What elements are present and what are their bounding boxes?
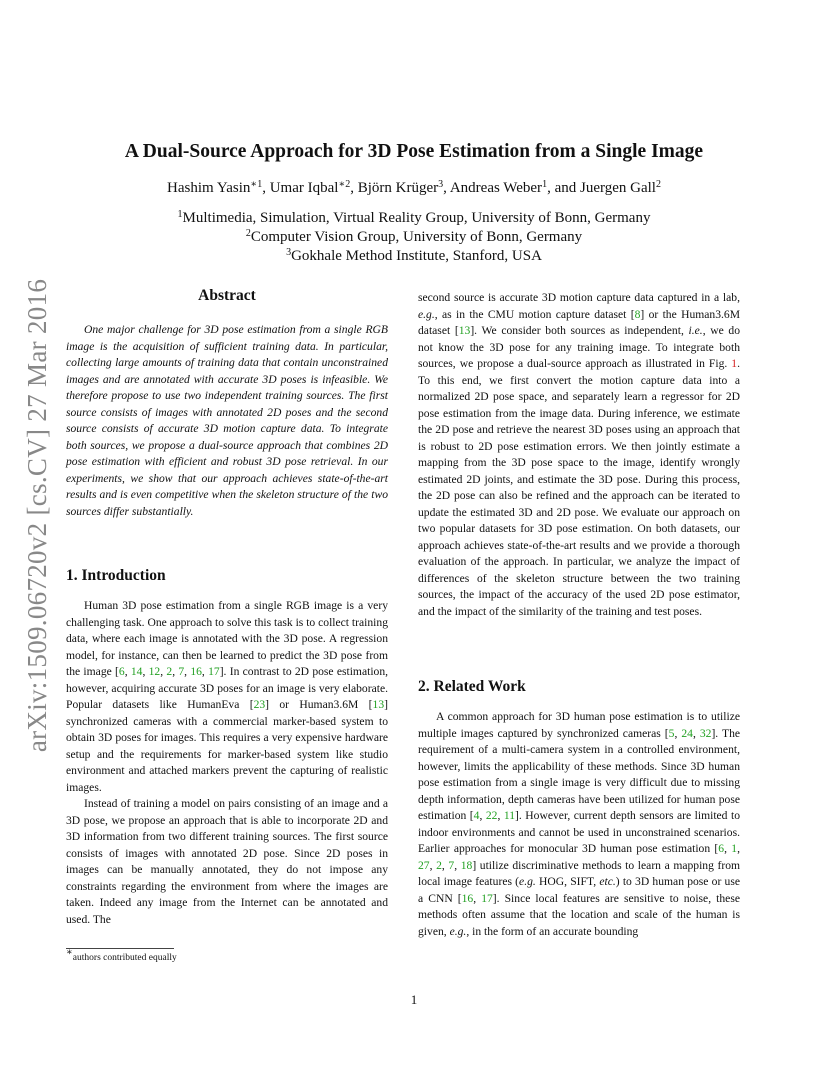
citation-link[interactable]: 22 xyxy=(485,809,498,822)
figure-link[interactable]: 1 xyxy=(731,357,738,370)
section-heading-related-work: 2. Related Work xyxy=(418,678,526,695)
affiliation xyxy=(0,210,828,227)
author: Umar Iqbal xyxy=(269,180,339,196)
citation-link[interactable]: 6 xyxy=(718,842,725,855)
citation-link[interactable]: 8 xyxy=(634,307,641,321)
footnote-mark: ∗ xyxy=(66,947,73,958)
affiliation-text: Computer Vision Group, University of Bonn, Germany xyxy=(250,229,583,245)
citation-link[interactable]: 2 xyxy=(436,858,442,872)
citation-link[interactable]: 5 xyxy=(668,726,675,740)
affiliation xyxy=(0,229,828,246)
author-list: Hashim Yasin$^{∗1}$, Umar Iqbal$^{∗2}$, Björn Krüger$^3$, Andreas Weber$^1$, and Juergen Gall$^2$ xyxy=(167,179,661,196)
related-work-body: A common approach for 3D human pose estimation is to utilize multiple images captured by synchronized cameras [5, 24, 32]. The requirement of a multi-camera system in a controlled environment, however, limits the applicability of these methods. Since 3D human pose estimation from a single image is very difficult due to missing depth information, depth cameras have been utilized for human pose estimation [4, 22, 11]. However, current depth sensors are limited to indoor environments and cannot be used in unconstrained scenarios. Earlier approaches for monocular 3D human pose estimation [6, 1, 27, 2, 7, 18] utilize discriminative methods to learn a mapping from local image features (e.g. HOG, SIFT, etc.) to 3D human pose or use a CNN [16, 17]. Since local features are sensitive to noise, these methods often assume that the location and scale of the human is given, e.g., in the form of an accurate bounding xyxy=(418,710,741,938)
footnote-text: authors contributed equally xyxy=(72,953,177,963)
citation-link[interactable]: 32 xyxy=(699,726,712,740)
citation-link[interactable]: 7 xyxy=(178,665,185,678)
page-number: 1 xyxy=(410,992,418,1007)
citation-link[interactable]: 16 xyxy=(190,665,202,678)
citation-link[interactable]: 11 xyxy=(503,809,516,822)
affiliation-text: Multimedia, Simulation, Virtual Reality Group, University of Bonn, Germany xyxy=(182,210,651,226)
section-heading-introduction: 1. Introduction xyxy=(66,567,166,584)
citation-link[interactable]: 1 xyxy=(731,842,738,855)
paper-title: A Dual-Source Approach for 3D Pose Estimation from a Single Image xyxy=(124,141,704,162)
paragraph: Human 3D pose estimation from a single RGB image is a very challenging task. One approach to solve this task is to collect training data, where each image is annotated with the 3D pose. A regression model, for instance, can then be learned to predict the 3D pose from the image [6, 14, 12, 2, 7, 16, 17]. In contrast to 2D pose estimation, however, acquiring accurate 3D poses for an image is very elaborate. Popular datasets like HumanEva [23] or Human3.6M [13] synchronized cameras with a commercial marker-based system to obtain 3D poses for images. This requires a very expensive hardware setup and the requirements for marker-based system like studio environment and attached markers prevent the capturing of realistic images. xyxy=(66,599,389,794)
author-mark: ∗2 xyxy=(338,179,351,190)
citation-link[interactable]: 17 xyxy=(208,665,220,678)
affiliation-mark: 2 xyxy=(245,228,251,239)
author: Juergen Gall xyxy=(579,180,656,196)
author: Andreas Weber xyxy=(449,180,543,196)
citation-link[interactable]: 16 xyxy=(461,891,474,905)
citation-link[interactable]: 4 xyxy=(473,809,480,822)
affiliation-mark: 3 xyxy=(286,247,292,258)
author-mark: 3 xyxy=(438,179,444,190)
introduction-continued: second source is accurate 3D motion capture data captured in a lab, e.g., as in the CMU motion capture dataset [8] or the Human3.6M dataset [13]. We consider both sources as independent, i.e., we do not know the 3D pose for any training image. To integrate both sources, we propose a dual-source approach as illustrated in Fig. 1. To this end, we first convert the motion capture data into a normalized 2D pose space, and separately learn a regressor for 2D pose estimation from the image data. During inference, we estimate the 2D pose and retrieve the nearest 3D poses using an approach that is robust to 2D pose estimation errors. We then jointly estimate a mapping from the 3D pose space to the image, identify wrongly estimated 2D joints, and estimate the 3D pose. During this process, the 2D pose can also be refined and the approach can be iterated to update the estimated 3D and 2D pose. We evaluate our approach on two popular datasets for 3D pose estimation. On both datasets, our approach achieves state-of-the-art results and we provide a thorough evaluation of the approach. In particular, we analyze the impact of differences of the skeleton structure between the two training sources, the impact of the accuracy of the used 2D pose estimator, and the impact of the similarity of the training and test poses. xyxy=(418,291,741,618)
citation-link[interactable]: 24 xyxy=(681,726,693,740)
author-mark: 2 xyxy=(655,179,661,190)
arxiv-identifier: arXiv:1509.06720v2 [cs.CV] 27 Mar 2016 xyxy=(22,278,53,752)
citation-link[interactable]: 2 xyxy=(166,665,173,678)
citation-link[interactable]: 17 xyxy=(481,891,493,905)
citation-link[interactable]: 6 xyxy=(118,665,125,678)
paragraph: Instead of training a model on pairs consisting of an image and a 3D pose, we propose an approach that is able to incorporate 2D and 3D information from two different training sources. The first source consists of images with annotated 2D pose. Since 2D poses in images can be manually annotated, they do not impose any constraints regarding the environment from where the images are taken. Indeed any image from the Internet can be annotated and used. The xyxy=(66,797,388,926)
arxiv-sidebar xyxy=(6,280,70,750)
author-mark: 1 xyxy=(542,179,548,190)
author: Hashim Yasin xyxy=(167,180,251,196)
citation-link[interactable]: 27 xyxy=(418,858,430,872)
affiliation xyxy=(0,248,828,265)
abstract-heading: Abstract xyxy=(198,287,256,304)
citation-link[interactable]: 13 xyxy=(458,324,471,337)
author: Björn Krüger xyxy=(357,180,439,196)
citation-link[interactable]: 12 xyxy=(148,665,161,678)
citation-link[interactable]: 23 xyxy=(253,698,266,711)
citation-link[interactable]: 14 xyxy=(130,665,143,678)
footnote-rule xyxy=(66,948,174,949)
citation-link[interactable]: 7 xyxy=(448,858,455,872)
affiliation-text: Gokhale Method Institute, Stanford, USA xyxy=(291,248,542,264)
footnote xyxy=(66,947,177,963)
abstract-body: One major challenge for 3D pose estimation from a single RGB image is the acquisition of sufficient training data. In particular, collecting large amounts of training data that contain unconstrained images and are annotated with accurate 3D poses is infeasible. We therefore propose to use two independent training sources. The first source consists of images with annotated 2D poses and the second source consists of accurate 3D motion capture data. To integrate both sources, we propose a dual-source approach that combines 2D pose estimation with efficient and robust 3D pose retrieval. In our experiments, we show that our approach achieves state-of-the-art results and is even competitive when the skeleton structure of the two sources differ substantially. xyxy=(66,323,388,518)
affiliation-mark: 1 xyxy=(177,209,183,220)
citation-link[interactable]: 13 xyxy=(372,698,385,711)
author-mark: ∗1 xyxy=(250,179,263,190)
citation-link[interactable]: 18 xyxy=(460,858,473,872)
introduction-body xyxy=(66,598,388,928)
